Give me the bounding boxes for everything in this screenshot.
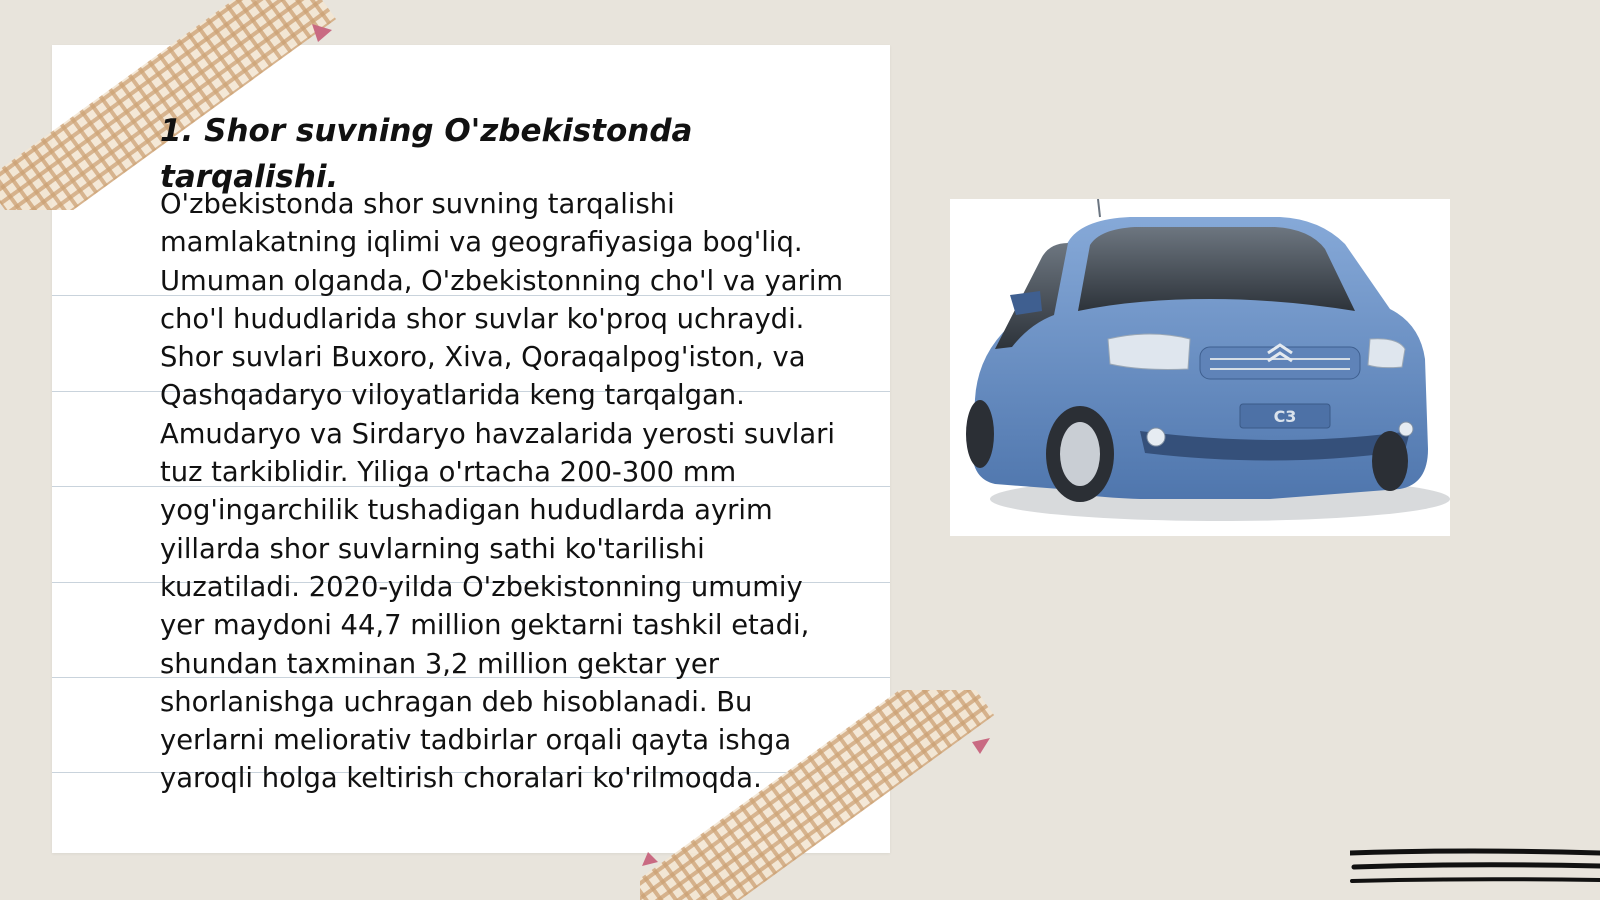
slide-title: 1. Shor suvning O'zbekistonda tarqalishi. xyxy=(160,113,693,195)
decorative-brush-lines xyxy=(1350,845,1600,895)
plate-text: C3 xyxy=(1273,407,1297,426)
slide-body-text: O'zbekistonda shor suvning tarqalishi mamlakatning iqlimi va geografiyasiga bog'liq. Umuman olganda, O'zbekistonning cho'l va yarim cho'l hududlarida shor suvlar ko'proq uchraydi. Shor suvlari Buxoro, Xiva, Qoraqalpog'iston, va Qashqadaryo viloyatlarida keng tarqalgan. Amudaryo va Sirdaryo havzalarida yerosti suvlari tuz tarkiblidir. Yiliga o'rtacha 200-300 mm yog'ingarchilik tushadigan hududlarda ayrim yillarda shor suvlarning sathi ko'tarilishi kuzatiladi. 2020-yilda O'zbekistonning umumiy yer maydoni 44,7 million gektarni tashkil etadi, shundan taxminan 3,2 million gektar yer shorlanishga uchragan deb hisoblanadi. Bu yerlarni meliorativ tadbirlar orqali qayta ishga yaroqli holga keltirish choralari ko'rilmoqda. xyxy=(160,189,844,795)
car-photo xyxy=(950,199,1450,536)
car-illustration xyxy=(950,199,1450,536)
